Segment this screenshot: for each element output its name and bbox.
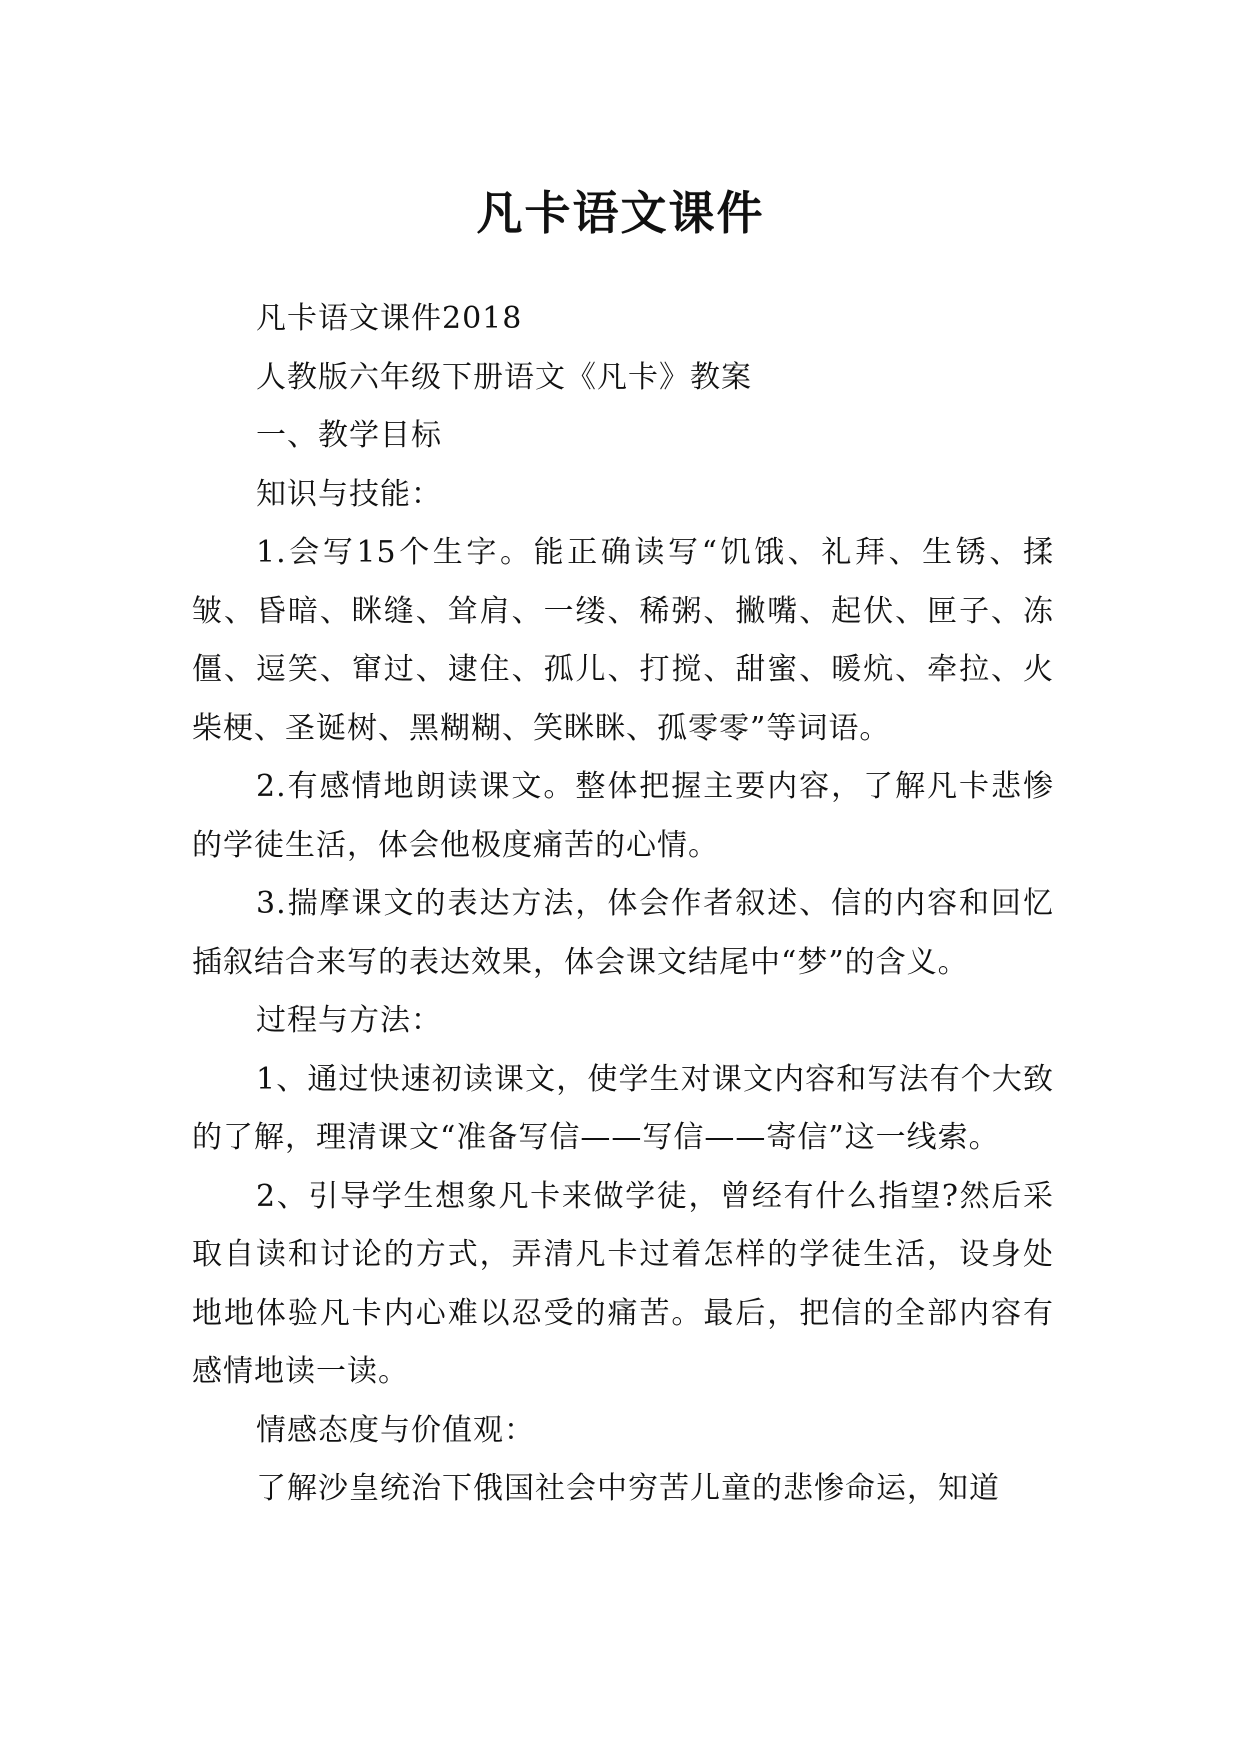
page-title: 凡卡语文课件 (476, 185, 765, 240)
paragraph-subtitle: 凡卡语文课件2018 (256, 301, 523, 336)
paragraph-values-1: 了解沙皇统治下俄国社会中穷苦儿童的悲惨命运，知道 (256, 1471, 1000, 1506)
subheading-knowledge-skills: 知识与技能： (256, 476, 442, 512)
section-heading-teaching-goals: 一、教学目标 (256, 418, 442, 453)
paragraph-lesson-name: 人教版六年级下册语文《凡卡》教案 (256, 359, 752, 395)
paragraph-method-1: 1、通过快速初读课文，使学生对课文内容和写法有个大致的了解，理清课文“准备写信——写信——寄信”这一线索。 (192, 1061, 1054, 1155)
paragraph-goal-1: 1.会写15个生字。能正确读写“饥饿、礼拜、生锈、揉皱、昏暗、眯缝、耸肩、一缕、稀粥、撇嘴、起伏、匣子、冻僵、逗笑、窜过、逮住、孤儿、打搅、甜蜜、暖炕、牵拉、火柴梗、圣诞树、黑糊糊、笑眯眯、孤零零”等词语。 (192, 535, 1054, 746)
subheading-process-methods: 过程与方法： (256, 1003, 442, 1038)
paragraph-goal-2: 2.有感情地朗读课文。整体把握主要内容，了解凡卡悲惨的学徒生活，体会他极度痛苦的心情。 (192, 769, 1054, 863)
document-body (192, 290, 1054, 1519)
paragraph-goal-3: 3.揣摩课文的表达方法，体会作者叙述、信的内容和回忆插叙结合来写的表达效果，体会课文结尾中“梦”的含义。 (192, 886, 1054, 980)
paragraph-method-2: 2、引导学生想象凡卡来做学徒，曾经有什么指望?然后采取自读和讨论的方式，弄清凡卡过着怎样的学徒生活，设身处地地体验凡卡内心难以忍受的痛苦。最后，把信的全部内容有感情地读一读。 (192, 1178, 1054, 1389)
subheading-emotion-values: 情感态度与价值观： (256, 1412, 535, 1448)
